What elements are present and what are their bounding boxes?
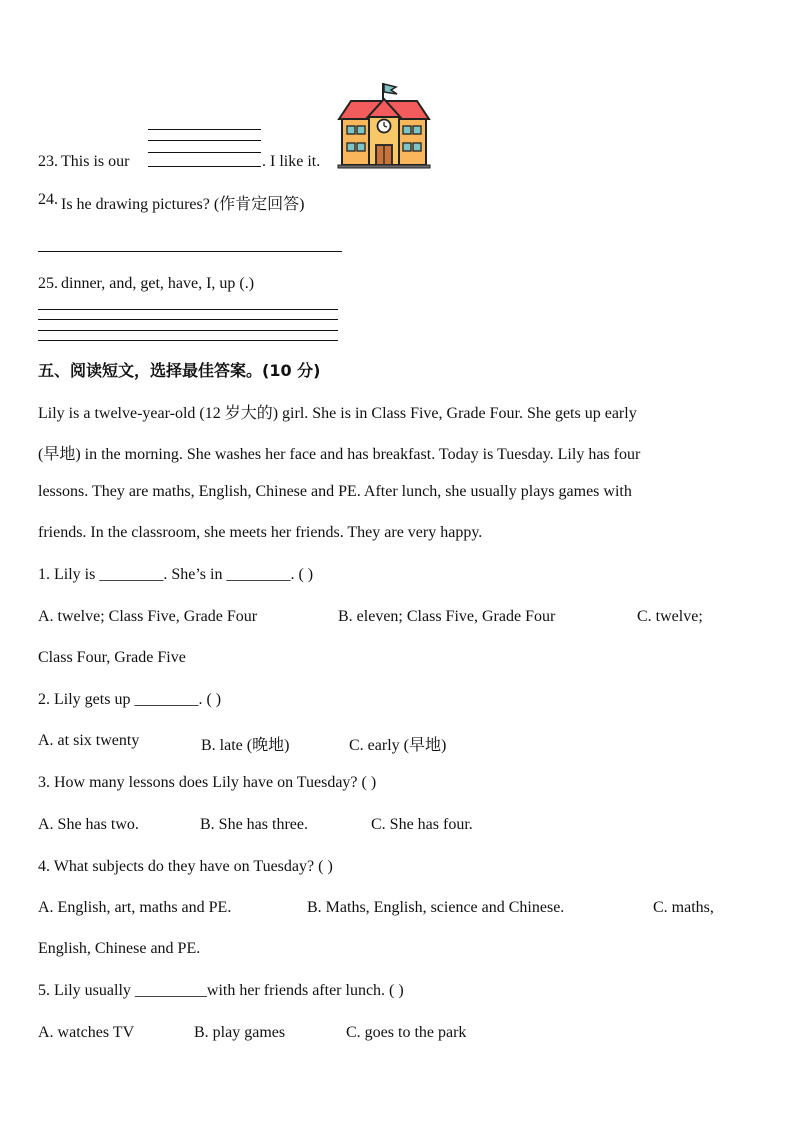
q25-number: 25. xyxy=(38,275,58,292)
q23-text-before: This is our xyxy=(61,153,130,170)
q24-text: Is he drawing pictures? (作肯定回答) xyxy=(61,196,305,213)
option-a: A. at six twenty xyxy=(38,732,140,749)
question-stem: 4. What subjects do they have on Tuesday? ( ) xyxy=(38,858,333,875)
question-stem: 2. Lily gets up ________. ( ) xyxy=(38,691,222,708)
option-c: C. She has four. xyxy=(371,816,473,833)
q25-text: dinner, and, get, have, I, up (.) xyxy=(61,275,255,292)
option-a: A. She has two. xyxy=(38,816,139,833)
option-continuation: Class Four, Grade Five xyxy=(38,649,186,666)
answer-line xyxy=(148,140,261,141)
option-continuation: English, Chinese and PE. xyxy=(38,940,201,957)
answer-line xyxy=(38,330,338,331)
option-c: C. early (早地) xyxy=(349,737,447,754)
q23-number: 23. xyxy=(38,153,58,170)
answer-line xyxy=(38,251,342,252)
passage-line: Lily is a twelve-year-old (12 岁大的) girl. She is in Class Five, Grade Four. She gets up early xyxy=(38,405,637,422)
option-a: A. English, art, maths and PE. xyxy=(38,899,232,916)
section-heading: 五、阅读短文，选择最佳答案。(10 分) xyxy=(38,361,321,380)
option-b: B. eleven; Class Five, Grade Four xyxy=(338,608,556,625)
q23-text-after: . I like it. xyxy=(262,153,321,170)
question-stem: 5. Lily usually _________with her friends after lunch. ( ) xyxy=(38,982,404,999)
question-stem: 3. How many lessons does Lily have on Tuesday? ( ) xyxy=(38,774,377,791)
passage-line: friends. In the classroom, she meets her friends. They are very happy. xyxy=(38,524,483,541)
option-b: B. She has three. xyxy=(200,816,308,833)
answer-line xyxy=(38,340,338,341)
answer-line xyxy=(148,129,261,130)
answer-line xyxy=(148,152,261,153)
option-c: C. maths, xyxy=(653,899,714,916)
answer-line xyxy=(38,309,338,310)
passage-line: lessons. They are maths, English, Chinese and PE. After lunch, she usually plays games with xyxy=(38,483,632,500)
option-b: B. Maths, English, science and Chinese. xyxy=(307,899,565,916)
school-building-icon xyxy=(336,81,432,169)
option-b: B. play games xyxy=(194,1024,286,1041)
option-a: A. twelve; Class Five, Grade Four xyxy=(38,608,258,625)
option-a: A. watches TV xyxy=(38,1024,135,1041)
question-stem: 1. Lily is ________. She’s in ________. ( ) xyxy=(38,566,314,583)
option-c: C. goes to the park xyxy=(346,1024,467,1041)
option-c: C. twelve; xyxy=(637,608,703,625)
answer-line xyxy=(148,166,261,167)
q24-number: 24. xyxy=(38,191,58,208)
answer-line xyxy=(38,319,338,320)
passage-line: (早地) in the morning. She washes her face and has breakfast. Today is Tuesday. Lily has four xyxy=(38,446,641,463)
option-b: B. late (晚地) xyxy=(201,737,290,754)
